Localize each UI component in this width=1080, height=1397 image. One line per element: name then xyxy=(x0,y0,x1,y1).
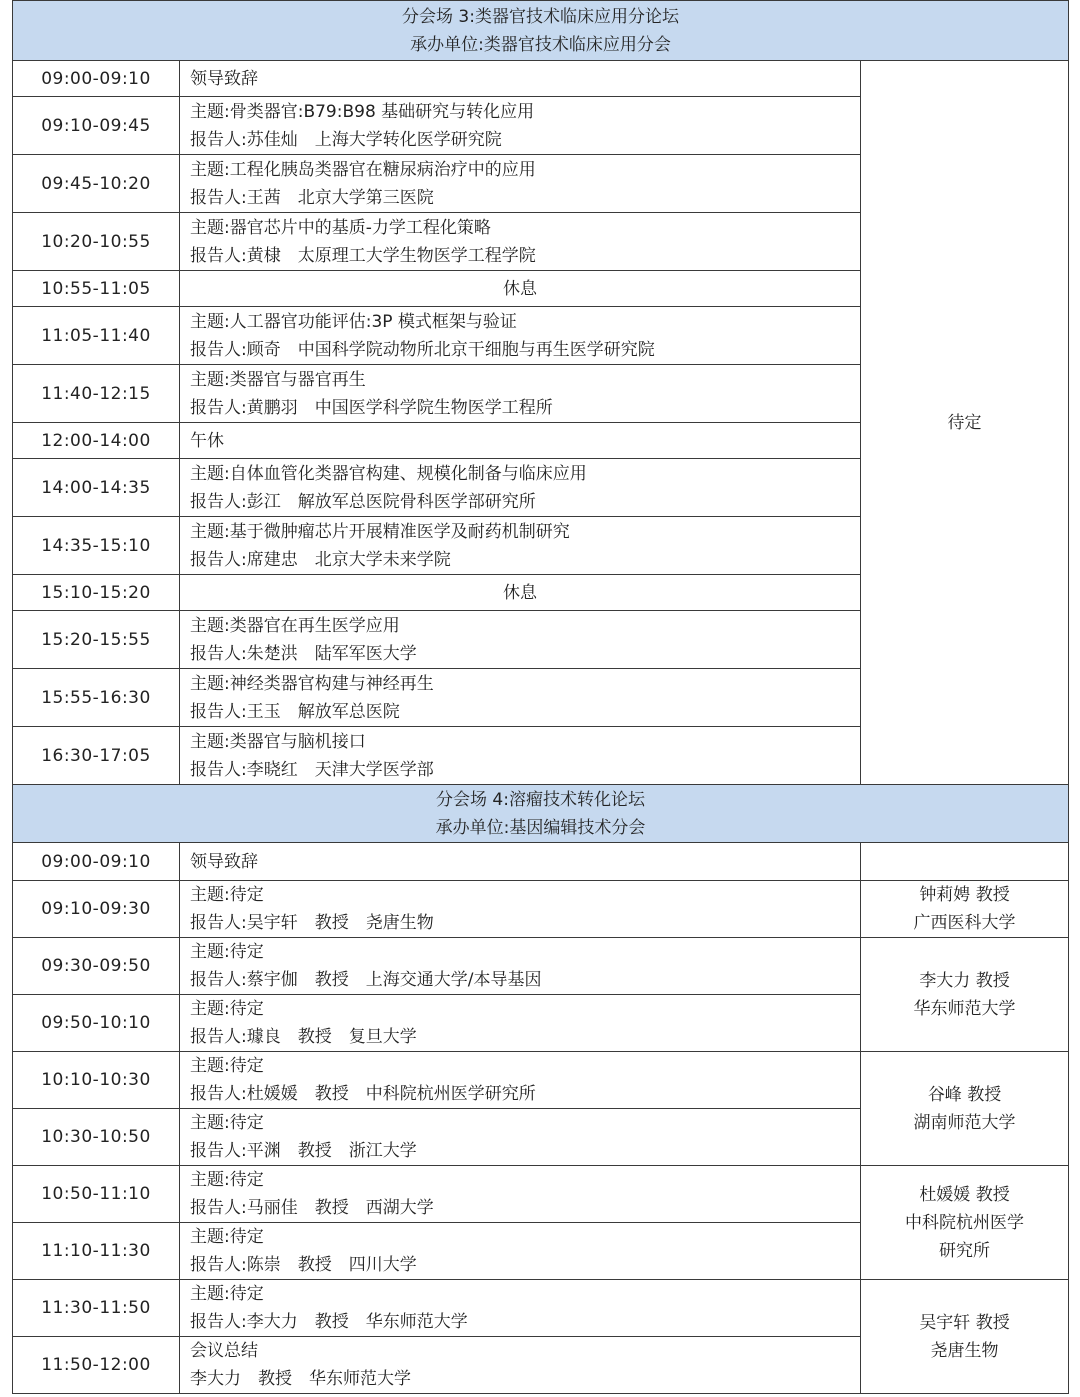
talk-speaker: 报告人:平渊 教授 浙江大学 xyxy=(190,1141,417,1161)
talk-topic: 主题:待定 xyxy=(190,1056,264,1076)
talk-topic: 主题:待定 xyxy=(190,999,264,1019)
time-cell: 14:00-14:35 xyxy=(13,459,180,517)
talk-topic: 主题:器官芯片中的基质-力学工程化策略 xyxy=(190,217,491,238)
talk-cell xyxy=(180,213,861,271)
chair-name: 杜媛媛 教授 xyxy=(919,1184,1010,1205)
time-cell: 09:10-09:45 xyxy=(13,97,180,155)
table-row xyxy=(13,61,1069,97)
talk-topic: 主题:类器官与器官再生 xyxy=(190,369,366,390)
table-row xyxy=(13,881,1069,938)
talk-topic: 主题:基于微肿瘤芯片开展精准医学及耐药机制研究 xyxy=(190,521,570,542)
talk-speaker: 报告人:璩良 教授 复旦大学 xyxy=(190,1027,417,1047)
talk-topic: 主题:人工器官功能评估:3P 模式框架与验证 xyxy=(190,311,517,332)
talk-topic: 主题:自体血管化类器官构建、规模化制备与临床应用 xyxy=(190,463,587,484)
talk-topic: 主题:类器官与脑机接口 xyxy=(190,731,366,752)
time-cell: 15:55-16:30 xyxy=(13,669,180,727)
time-cell: 11:30-11:50 xyxy=(13,1280,180,1337)
talk-cell xyxy=(180,727,861,785)
break-cell: 休息 xyxy=(180,575,861,611)
talk-topic: 主题:骨类器官:B79:B98 基础研究与转化应用 xyxy=(190,101,535,122)
talk-cell xyxy=(180,459,861,517)
talk-speaker: 报告人:王茜 北京大学第三医院 xyxy=(190,187,434,208)
welcome-text: 领导致辞 xyxy=(190,68,258,89)
talk-speaker: 报告人:黄棣 太原理工大学生物医学工程学院 xyxy=(190,245,536,266)
time-cell: 16:30-17:05 xyxy=(13,727,180,785)
session3-host: 承办单位:类器官技术临床应用分会 xyxy=(410,34,671,55)
lunch-text: 午休 xyxy=(190,430,224,451)
talk-topic: 主题:类器官在再生医学应用 xyxy=(190,615,400,636)
talk-cell xyxy=(180,307,861,365)
chair-cell xyxy=(861,843,1069,881)
chair-affiliation: 尧唐生物 xyxy=(930,1340,999,1361)
talk-topic: 主题:待定 xyxy=(190,1170,264,1190)
session3-title: 分会场 3:类器官技术临床应用分论坛 xyxy=(402,6,679,27)
talk-speaker: 报告人:王玉 解放军总医院 xyxy=(190,701,400,722)
table-row xyxy=(13,1280,1069,1337)
talk-speaker: 报告人:李大力 教授 华东师范大学 xyxy=(190,1312,468,1332)
talk-cell xyxy=(180,155,861,213)
talk-topic: 主题:待定 xyxy=(190,942,264,962)
talk-cell xyxy=(180,97,861,155)
chair-affiliation: 华东师范大学 xyxy=(913,998,1016,1019)
chair-affiliation: 湖南师范大学 xyxy=(913,1112,1016,1133)
session3-header xyxy=(13,1,1069,61)
talk-speaker: 报告人:席建忠 北京大学未来学院 xyxy=(190,549,451,570)
talk-speaker: 报告人:陈崇 教授 四川大学 xyxy=(190,1255,417,1275)
talk-cell xyxy=(180,843,861,881)
talk-cell xyxy=(180,995,861,1052)
talk-cell xyxy=(180,938,861,995)
talk-topic: 主题:工程化胰岛类器官在糖尿病治疗中的应用 xyxy=(190,159,536,180)
talk-topic: 主题:待定 xyxy=(190,885,264,905)
time-cell: 10:10-10:30 xyxy=(13,1052,180,1109)
time-cell: 09:50-10:10 xyxy=(13,995,180,1052)
talk-speaker: 报告人:杜媛媛 教授 中科院杭州医学研究所 xyxy=(190,1084,536,1104)
chair-name: 谷峰 教授 xyxy=(927,1084,1002,1105)
time-cell: 09:00-09:10 xyxy=(13,61,180,97)
chair-cell xyxy=(861,1166,1069,1280)
table-row xyxy=(13,938,1069,995)
time-cell: 09:00-09:10 xyxy=(13,843,180,881)
talk-cell xyxy=(180,611,861,669)
chair-cell xyxy=(861,881,1069,938)
time-cell: 15:20-15:55 xyxy=(13,611,180,669)
chair-affiliation-cont: 研究所 xyxy=(939,1240,991,1261)
talk-speaker: 报告人:黄鹏羽 中国医学科学院生物医学工程所 xyxy=(190,397,553,418)
time-cell: 15:10-15:20 xyxy=(13,575,180,611)
summary-title: 会议总结 xyxy=(190,1341,258,1361)
talk-topic: 主题:神经类器官构建与神经再生 xyxy=(190,673,434,694)
talk-speaker: 报告人:蔡宇伽 教授 上海交通大学/本导基因 xyxy=(190,970,542,990)
chair-name: 钟莉娉 教授 xyxy=(919,885,1010,905)
talk-cell xyxy=(180,1280,861,1337)
chair-name: 李大力 教授 xyxy=(919,970,1010,991)
time-cell: 09:10-09:30 xyxy=(13,881,180,938)
talk-cell xyxy=(180,1166,861,1223)
welcome-text: 领导致辞 xyxy=(190,851,258,872)
talk-topic: 主题:待定 xyxy=(190,1227,264,1247)
lunch-cell xyxy=(180,423,861,459)
talk-topic: 主题:待定 xyxy=(190,1113,264,1133)
chair-name: 吴宇轩 教授 xyxy=(919,1312,1010,1333)
talk-speaker: 报告人:马丽佳 教授 西湖大学 xyxy=(190,1198,434,1218)
session3-chair-cell xyxy=(861,61,1069,785)
summary-speaker: 李大力 教授 华东师范大学 xyxy=(190,1369,411,1389)
time-cell: 11:50-12:00 xyxy=(13,1337,180,1394)
session4-header xyxy=(13,785,1069,843)
talk-speaker: 报告人:吴宇轩 教授 尧唐生物 xyxy=(190,913,434,933)
session4-host: 承办单位:基因编辑技术分会 xyxy=(435,817,646,838)
time-cell: 11:40-12:15 xyxy=(13,365,180,423)
talk-cell xyxy=(180,1109,861,1166)
talk-cell xyxy=(180,881,861,938)
talk-speaker: 报告人:朱楚洪 陆军军医大学 xyxy=(190,643,417,664)
chair-affiliation: 中科院杭州医学 xyxy=(905,1212,1025,1233)
talk-cell xyxy=(180,61,861,97)
talk-speaker: 报告人:苏佳灿 上海大学转化医学研究院 xyxy=(190,129,502,150)
time-cell: 10:30-10:50 xyxy=(13,1109,180,1166)
talk-speaker: 报告人:顾奇 中国科学院动物所北京干细胞与再生医学研究院 xyxy=(190,339,655,360)
talk-cell xyxy=(180,517,861,575)
table-row xyxy=(13,843,1069,881)
chair-cell xyxy=(861,1280,1069,1394)
talk-cell xyxy=(180,365,861,423)
talk-speaker: 报告人:彭江 解放军总医院骨科医学部研究所 xyxy=(190,491,536,512)
schedule-table xyxy=(12,0,1069,1394)
talk-cell xyxy=(180,1052,861,1109)
time-cell: 10:55-11:05 xyxy=(13,271,180,307)
time-cell: 14:35-15:10 xyxy=(13,517,180,575)
time-cell: 10:50-11:10 xyxy=(13,1166,180,1223)
table-row xyxy=(13,1166,1069,1223)
time-cell: 09:45-10:20 xyxy=(13,155,180,213)
chair-affiliation: 广西医科大学 xyxy=(913,913,1016,933)
time-cell: 09:30-09:50 xyxy=(13,938,180,995)
time-cell: 12:00-14:00 xyxy=(13,423,180,459)
talk-cell xyxy=(180,669,861,727)
table-row xyxy=(13,1052,1069,1109)
time-cell: 10:20-10:55 xyxy=(13,213,180,271)
chair-cell xyxy=(861,938,1069,1052)
chair-cell xyxy=(861,1052,1069,1166)
session4-title: 分会场 4:溶瘤技术转化论坛 xyxy=(436,789,645,810)
break-cell: 休息 xyxy=(180,271,861,307)
talk-cell xyxy=(180,1337,861,1394)
chair-name: 待定 xyxy=(947,412,982,433)
talk-topic: 主题:待定 xyxy=(190,1284,264,1304)
time-cell: 11:10-11:30 xyxy=(13,1223,180,1280)
talk-cell xyxy=(180,1223,861,1280)
time-cell: 11:05-11:40 xyxy=(13,307,180,365)
talk-speaker: 报告人:李晓红 天津大学医学部 xyxy=(190,759,434,780)
